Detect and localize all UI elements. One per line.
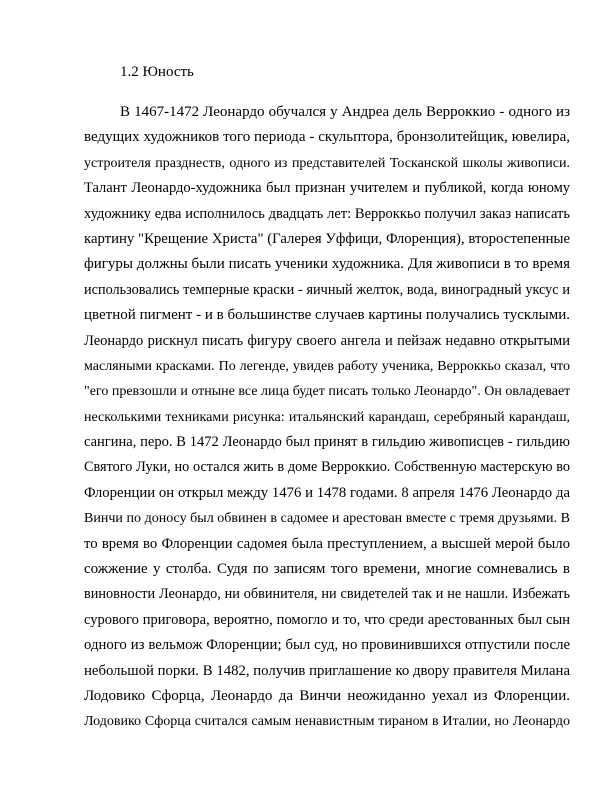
paragraph-line: "его превзошли и отныне все лица будет писать только Леонардо". Он овладевает [84, 384, 570, 400]
paragraph-line: виновности Леонардо, ни обвинителя, ни свидетелей так и не нашли. Избежать [84, 586, 570, 603]
paragraph-line: ведущих художников того периода - скульптора, бронзолитейщик, ювелира, [84, 129, 570, 146]
paragraph-line: цветной пигмент - и в большинстве случаев картины получались тусклыми. [84, 307, 570, 324]
paragraph-line: Лодовико Сфорца, Леонардо да Винчи неожиданно уехал из Флоренции. [84, 687, 570, 704]
paragraph-line: использовались темперные краски - яичный желток, вода, виноградный уксус и [84, 281, 570, 298]
paragraph-line: одного из вельмож Флоренции; был суд, но провинившихся отпустили после [84, 637, 570, 654]
section-heading: 1.2 Юность [120, 64, 194, 80]
body-paragraph [84, 100, 570, 735]
paragraph-line: В 1467-1472 Леонардо обучался у Андреа дель Верроккио - одного из [120, 104, 570, 120]
paragraph-line: устроителя празднеств, одного из представителей Тосканской школы живописи. [84, 155, 570, 171]
paragraph-line: Святого Луки, но остался жить в доме Верроккио. Собственную мастерскую во [84, 459, 570, 476]
paragraph-line: то время во Флоренции садомея была преступлением, а высшей мерой было [84, 535, 570, 552]
paragraph-line: небольшой порки. В 1482, получив приглашение ко двору правителя Милана [84, 662, 570, 679]
paragraph-line: Лодовико Сфорца считался самым ненавистным тираном в Италии, но Леонардо [84, 714, 570, 730]
paragraph-line: масляными красками. По легенде, увидев работу ученика, Верроккьо сказал, что [84, 358, 570, 374]
paragraph-line: Винчи по доносу был обвинен в садомее и арестован вместе с тремя друзьями. В [84, 511, 570, 527]
paragraph-line: сожжение у столба. Судя по записям того времени, многие сомневались в [84, 561, 570, 578]
paragraph-line: сурового приговора, вероятно, помогло и то, что среди арестованных был сын [84, 611, 570, 628]
paragraph-line: Леонардо рискнул писать фигуру своего ангела и пейзаж недавно открытыми [84, 332, 570, 349]
paragraph-line: картину "Крещение Христа" (Галерея Уффици, Флоренция), второстепенные [84, 230, 570, 247]
paragraph-line: Талант Леонардо-художника был признан учителем и публикой, когда юному [84, 180, 570, 197]
paragraph-line: фигуры должны были писать ученики художника. Для живописи в то время [84, 256, 570, 273]
paragraph-line: Флоренции он открыл между 1476 и 1478 годами. 8 апреля 1476 Леонардо да [84, 484, 570, 501]
paragraph-line: сангина, перо. В 1472 Леонардо был принят в гильдию живописцев - гильдию [84, 434, 570, 451]
paragraph-line: художнику едва исполнилось двадцать лет: Верроккьо получил заказ написать [84, 205, 570, 222]
paragraph-line: несколькими техниками рисунка: итальянский карандаш, серебряный карандаш, [84, 409, 570, 425]
